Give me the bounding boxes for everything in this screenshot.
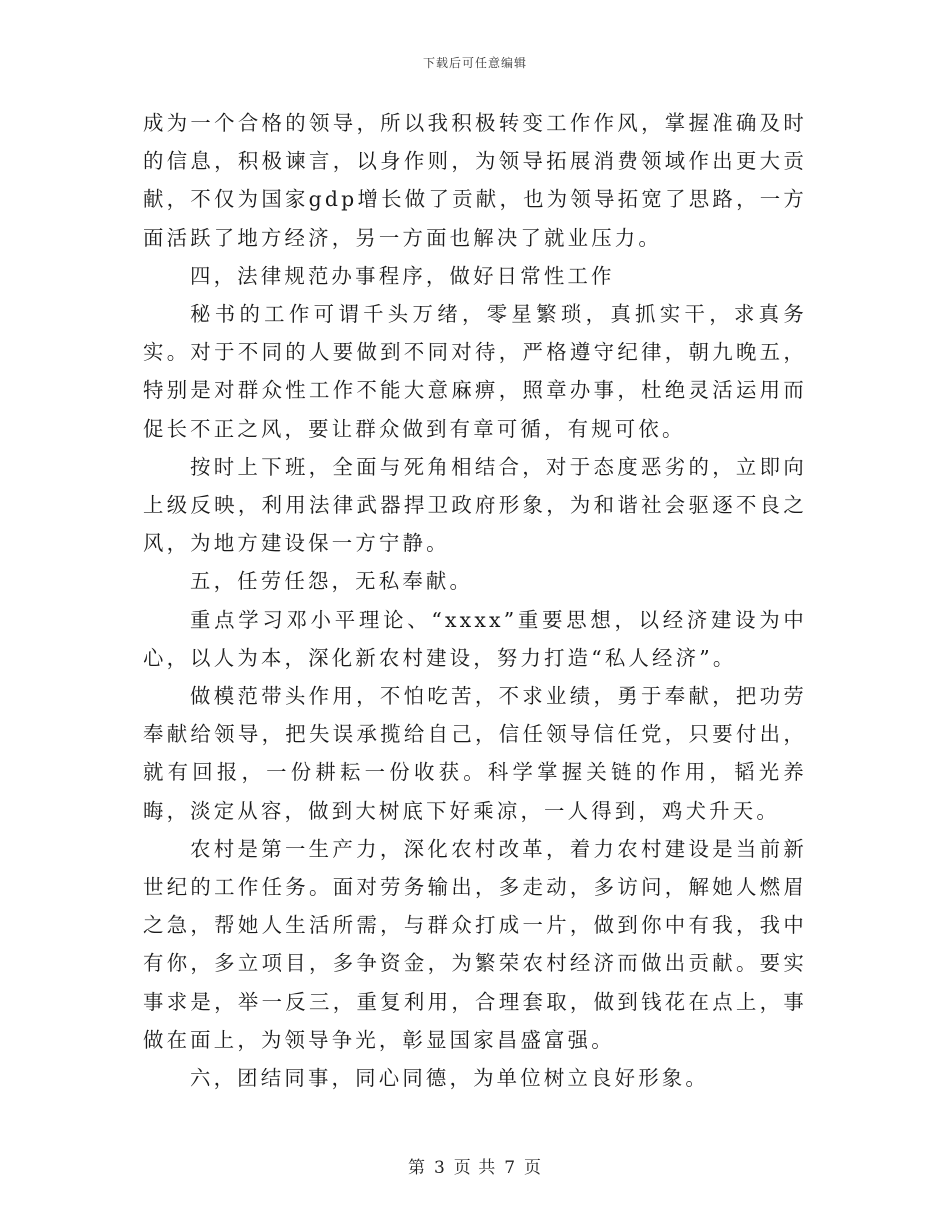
section-heading: 五，任劳任怨，无私奉献。 bbox=[190, 569, 474, 594]
page-number bbox=[0, 1153, 950, 1178]
body-paragraph: 农村是第一生产力，深化农村改革，着力农村建设是当前新世纪的工作任务。面对劳务输出，多走动，多访问，解她人燃眉之急，帮她人生活所需，与群众打成一片，做到你中有我，我中有你，多立项目，多争资金，为繁荣农村经济而做出贡献。要实事求是，举一反三，重复利用，合理套取，做到钱花在点上，事做在面上，为领导争光，彰显国家昌盛富强。 bbox=[143, 836, 807, 1052]
body-paragraph: 按时上下班，全面与死角相结合，对于态度恶劣的，立即向上级反映，利用法律武器捍卫政府形象，为和谐社会驱逐不良之风，为地方建设保一方宁静。 bbox=[143, 454, 807, 556]
page-number-suffix: 页 bbox=[524, 1158, 543, 1178]
body-paragraph: 重点学习邓小平理论、“xxxx”重要思想，以经济建设为中心，以人为本，深化新农村建设，努力打造“私人经济”。 bbox=[143, 607, 807, 670]
page-number-prefix: 第 bbox=[407, 1158, 426, 1178]
body-paragraph: 秘书的工作可谓千头万绪，零星繁琐，真抓实干，求真务实。对于不同的人要做到不同对待，严格遵守纪律，朝九晚五，特别是对群众性工作不能大意麻痹，照章办事，杜绝灵活运用而促长不正之风，要让群众做到有章可循，有规可依。 bbox=[143, 302, 807, 441]
page-header: 下载后可任意编辑 bbox=[422, 56, 527, 70]
current-page: 3 bbox=[433, 1158, 446, 1178]
section-heading: 四，法律规范办事程序，做好日常性工作 bbox=[190, 263, 615, 288]
page-number-middle: 页 共 bbox=[453, 1158, 497, 1178]
body-paragraph: 做模范带头作用，不怕吃苦，不求业绩，勇于奉献，把功劳奉献给领导，把失误承揽给自己，信任领导信任党，只要付出，就有回报，一份耕耘一份收获。科学掌握关链的作用，韬光养晦，淡定从容，做到大树底下好乘凉，一人得到，鸡犬升天。 bbox=[143, 684, 807, 823]
body-paragraph: 成为一个合格的领导，所以我积极转变工作作风，掌握准确及时的信息，积极谏言，以身作则，为领导拓展消费领域作出更大贡献，不仅为国家gdp增长做了贡献，也为领导拓宽了思路，一方面活跃了地方经济，另一方面也解决了就业压力。 bbox=[143, 111, 807, 250]
total-pages: 7 bbox=[504, 1158, 517, 1178]
section-heading: 六，团结同事，同心同德，为单位树立良好形象。 bbox=[190, 1066, 709, 1091]
document-body bbox=[143, 104, 807, 1097]
